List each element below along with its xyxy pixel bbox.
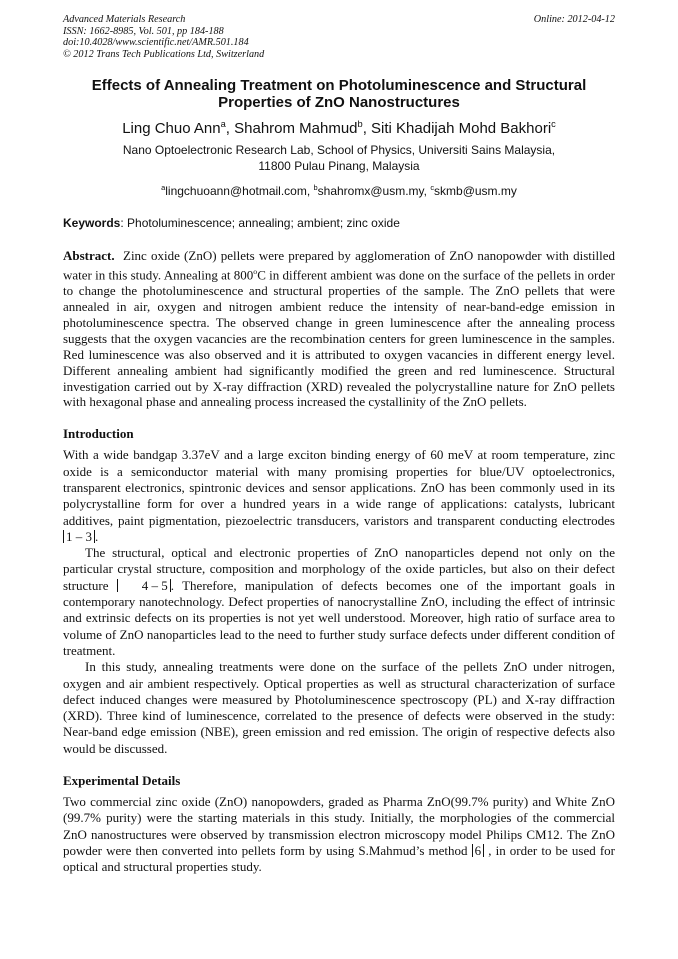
affiliation (63, 142, 615, 174)
paragraph-text: The structural, optical and electronic properties of ZnO nanoparticles depend not only on the particular crystal structure, composition and morphology of the oxide particles, but also on their defect structure (63, 545, 615, 593)
intro-paragraph: In this study, annealing treatments were done on the surface of the pellets ZnO under nitrogen, oxygen and air ambient respectively. Optical properties as well as structural characterization of surface defect induced changes were measured by Photoluminescence spectroscopy (PL) and X-ray diffraction (XRD). Three kind of luminescence, correlated to the presence of defects were observed in the study: Near-band edge emission (NBE), green emission and red emission. The origin of respective defects also would be discussed. (63, 659, 615, 756)
email-address: shahromx@usm.my (317, 184, 424, 198)
experimental-paragraph (63, 794, 615, 875)
author-name: Siti Khadijah Mohd Bakhori (371, 120, 552, 137)
intro-paragraph (63, 447, 615, 545)
author-list: Ling Chuo Ann$^a$, Shahrom Mahmud$^b$, Siti Khadijah Mohd Bakhori$^c$ (122, 119, 556, 137)
paper-page (63, 14, 615, 876)
keywords-label: Keywords (63, 216, 121, 230)
citation: 6 (472, 844, 485, 857)
author-name: Ling Chuo Ann (122, 120, 221, 137)
abstract-label: Abstract. (63, 248, 115, 263)
degree-sup: o (253, 266, 258, 276)
author-name: Shahrom Mahmud (234, 120, 358, 137)
author-sup: a (220, 119, 226, 129)
affiliation-line: Nano Optoelectronic Research Lab, School of Physics, Universiti Sains Malaysia, (122, 143, 556, 157)
email-sup: a (161, 183, 166, 192)
paragraph-text: Two commercial zinc oxide (ZnO) nanopowders, graded as Pharma ZnO(99.7% purity) and White ZnO (99.7% purity) were the starting materials in this study. Initially, the morphologies of the commercial ZnO nanostructures were observed by transmission electron microscopy model Philips CM12. The ZnO powder were then converted into pellets form by using S.Mahmud’s method (63, 794, 615, 858)
abstract (63, 248, 615, 410)
paragraph-text: . (95, 528, 99, 544)
section-heading-experimental: Experimental Details (63, 773, 181, 789)
email-sup: b (313, 183, 318, 192)
author-sup: b (357, 119, 363, 129)
keywords (63, 216, 615, 231)
journal-header (63, 14, 615, 60)
journal-name: Advanced Materials Research (63, 14, 186, 25)
affiliation-line: 11800 Pulau Pinang, Malaysia (258, 159, 420, 173)
email-address: lingchuoann@hotmail.com (165, 184, 307, 198)
intro-paragraph (63, 545, 615, 659)
abstract-text: C in different ambient was done on the surface of the pellets in order to change the photoluminescence and structural properties of the sample. The ZnO pellets that were annealed in air, oxygen and nitrogen ambient reduce the intensity of near-band-edge emission in photoluminescence spectra. The observed change in green luminescence after the annealing process suggests that the oxygen vacancies are the recombination centers for green luminescence in the samples. Red luminescence was also observed and it is attributed to oxygen vacancies in different energy level. Different annealing ambient had significantly modified the green and red luminescence. Structural investigation carried out by X-ray diffraction (XRD) revealed the polycrystalline nature for ZnO pellets with hexagonal phase and annealing process increased the cystallinity of the ZnO pellets. (63, 267, 615, 410)
paragraph-text: , in order to be used for optical and structural properties study. (63, 842, 616, 875)
paragraph-text: . Therefore, manipulation of defects becomes one of the important goals in contemporary nanotechnology. Defect properties of nanocrystalline ZnO, including the effect of intrinsic and extrinsic defects on its properties is not yet well understood. Moreover, high ratio of surface area to volume of ZnO nanoparticles lead to the need to further study surface defects under different condition of treatment. (63, 577, 615, 658)
author-sup: c (551, 119, 556, 129)
journal-issn: ISSN: 1662-8985, Vol. 501, pp 184-188 (63, 25, 224, 37)
journal-copyright: © 2012 Trans Tech Publications Ltd, Switzerland (63, 48, 265, 60)
email-sup: c (430, 183, 435, 192)
keywords-text: : Photoluminescence; annealing; ambient; zinc oxide (120, 216, 400, 230)
abstract-text: Zinc oxide (ZnO) pellets were prepared by agglomeration of ZnO nanopowder with distilled water in this study. Annealing at 800 (63, 248, 615, 283)
paragraph-text: With a wide bandgap 3.37eV and a large exciton binding energy of 60 meV at room temperature, zinc oxide is a semiconductor material with many promising properties for blue/UV optoelectronics, transparent electronics, spintronic devices and sensor applications. ZnO has been commonly used in its polycrystalline form for over a hundred years in a wide range of applications: catalysts, lubricant additives, paint pigmentation, piezoelectric transducers, varistors and transparent conducting electrodes (63, 447, 615, 528)
paper-title: Effects of Annealing Treatment on Photoluminescence and Structural Properties of ZnO Nanostructures (91, 77, 587, 111)
online-date: Online: 2012-04-12 (533, 14, 615, 25)
email-address: skmb@usm.my (434, 184, 517, 198)
section-heading-introduction: Introduction (63, 426, 134, 442)
email-list: $^a$lingchuoann@hotmail.com, $^b$shahromx@usm.my, $^c$skmb@usm.my (161, 183, 517, 198)
citation: 4 – 5 (117, 579, 171, 592)
citation: 1 – 3 (63, 530, 95, 543)
journal-doi: doi:10.4028/www.scientific.net/AMR.501.184 (63, 37, 249, 48)
